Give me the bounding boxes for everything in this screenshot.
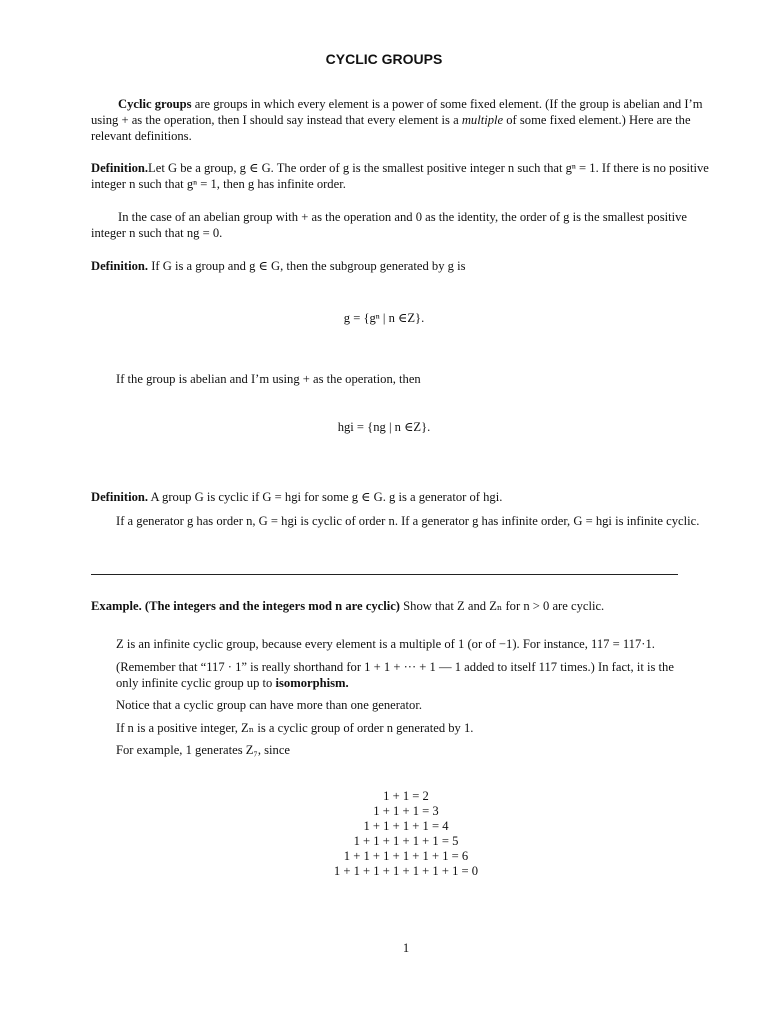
intro-line-2-b: of some fixed element.) Here are the — [503, 113, 691, 127]
intro-line-2 — [91, 112, 691, 128]
isomorphism-term: isomorphism. — [275, 676, 349, 690]
abelian-order-line-1: In the case of an abelian group with + as the operation and 0 as the identity, the order of g is the smallest positive — [118, 210, 687, 224]
horizontal-divider — [91, 574, 678, 575]
intro-line-1-rest: are groups in which every element is a power of some fixed element. (If the group is abelian and I’m — [191, 97, 703, 111]
sum-line: 1 + 1 = 2 — [383, 789, 429, 803]
intro-term: Cyclic groups — [118, 97, 192, 111]
intro-line-2-a: using + as the operation, then I should say instead that every element is a — [91, 113, 462, 127]
sum-line: 1 + 1 + 1 + 1 = 4 — [363, 819, 449, 833]
definition-order-line-2: integer n such that gⁿ = 1, then g has infinite order. — [91, 177, 346, 191]
intro-multiple-word: multiple — [461, 113, 504, 127]
zn-cyclic: If n is a positive integer, Zₙ is a cyclic group of order n generated by 1. — [116, 721, 474, 735]
definition-label: Definition. — [91, 259, 149, 273]
example-heading — [91, 598, 604, 614]
sum-list — [0, 789, 768, 879]
z-infinite-cyclic: Z is an infinite cyclic group, because every element is a multiple of 1 (or of −1). For instance, 117 = 117·1. — [116, 637, 655, 651]
definition-order-line-1 — [91, 160, 709, 176]
remember-line-2 — [116, 675, 349, 691]
notice-generators: Notice that a cyclic group can have more than one generator. — [116, 698, 422, 712]
sum-line: 1 + 1 + 1 = 3 — [373, 804, 439, 818]
definition-cyclic-line-2: If a generator g has order n, G = hgi is cyclic of order n. If a generator g has infinite order, G = hgi is infinite cyclic. — [116, 514, 700, 528]
page-title: CYCLIC GROUPS — [325, 51, 443, 67]
intro-line-3: relevant definitions. — [91, 129, 192, 143]
formula-multiple-set: hgi = {ng | n ∈Z}. — [337, 420, 431, 434]
intro-line-1 — [118, 96, 703, 112]
example-title: (The integers and the integers mod n are cyclic) — [144, 599, 400, 613]
definition-subgroup-text: If G is a group and g ∈ G, then the subgroup generated by g is — [151, 259, 466, 273]
definition-cyclic-text: A group G is cyclic if G = hgi for some g ∈ G. g is a generator of hgi. — [150, 490, 503, 504]
example-text: Show that Z and Zₙ for n > 0 are cyclic. — [400, 599, 605, 613]
definition-subgroup — [91, 258, 466, 274]
abelian-note: If the group is abelian and I’m using + as the operation, then — [116, 372, 421, 386]
example-label: Example. — [91, 599, 142, 613]
definition-cyclic — [91, 489, 502, 505]
definition-label: Definition. — [91, 161, 149, 175]
formula-power-set: g = {gⁿ | n ∈Z}. — [343, 311, 425, 325]
remember-line-1: (Remember that “117 · 1” is really shorthand for 1 + 1 + ··· + 1 — 1 added to itself 117 times.) In fact, it is the — [116, 660, 674, 674]
for-example-z7: For example, 1 generates Z₇, since — [116, 743, 290, 757]
sum-line: 1 + 1 + 1 + 1 + 1 = 5 — [353, 834, 459, 848]
remember-line-2-a: only infinite cyclic group up to — [116, 676, 276, 690]
sum-line: 1 + 1 + 1 + 1 + 1 + 1 + 1 = 0 — [333, 864, 479, 878]
page-number: 1 — [402, 941, 410, 955]
sum-line: 1 + 1 + 1 + 1 + 1 + 1 = 6 — [343, 849, 469, 863]
abelian-order-line-2: integer n such that ng = 0. — [91, 226, 223, 240]
definition-label: Definition. — [91, 490, 149, 504]
definition-order-text: Let G be a group, g ∈ G. The order of g is the smallest positive integer n such that gⁿ = 1. If there is no positive — [148, 161, 709, 175]
